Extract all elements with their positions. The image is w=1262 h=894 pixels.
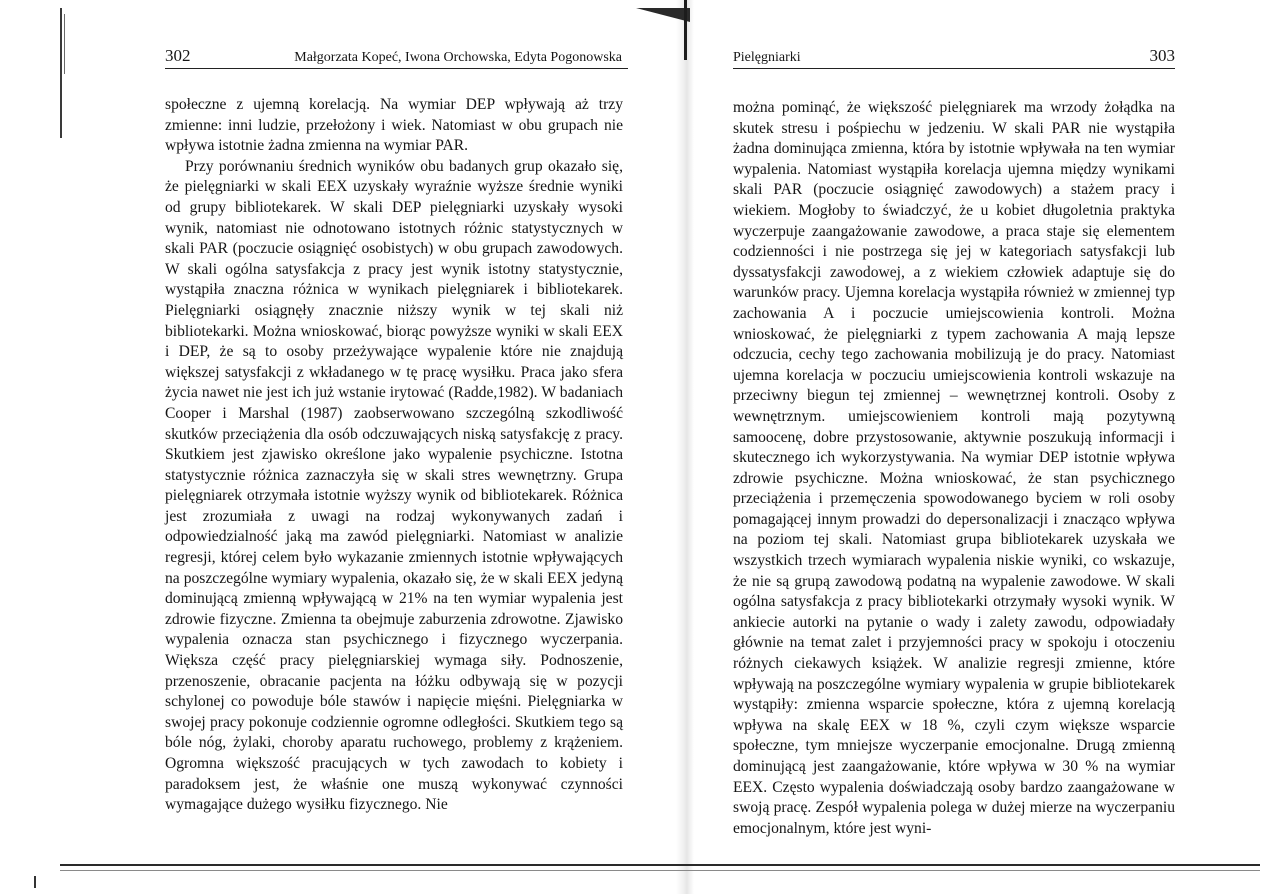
right-running-head: Pielęgniarki — [733, 50, 801, 65]
right-paragraph-1: można pominąć, że większość pielęgniarek ma wrzody żołądka na skutek stresu i pośpiechu w jedzeniu. W skali PAR nie wystąpiła żadna dominująca zmienna, która by istotnie wpływała na ten wymiar wypalenia. Natomiast wystąpiła korelacja ujemna między wynikami skali PAR (poczucie osiągnięć zawodowych) a stażem pracy i wiekiem. Mogłoby to świadczyć, że u kobiet długoletnia praktyka wyczerpuje zaangażowanie zawodowe, a praca staje się elementem codzienności i nie postrzega się jej w kategoriach satysfakcji lub dyssatysfakcji zawodowej, a z wiekiem człowiek adaptuje się do warunków pracy. Ujemna korelacja wystąpiła również w zmiennej typ zachowania A i poczucie umiejscowienia kontroli. Można wnioskować, że pielęgniarki z typem zachowania A mają lepsze odczucia, cechy tego zachowania mobilizują je do pracy. Natomiast ujemna korelacja w poczuciu umiejscowienia kontroli wskazuje na przeciwny biegun tej zmiennej – wewnętrznej kontroli. Osoby z wewnętrznym. umiejscowieniem kontroli mają pozytywną samoocenę, dobre przystosowanie, aktywnie poszukują informacji i skutecznego ich wykorzystywania. Na wymiar DEP istotnie wpływa zdrowie psychiczne. Można wnioskować, że stan psychicznego przeciążenia i przemęczenia spowodowanego byciem w roli osoby pomagającej innym prowadzi do depersonalizacji i znacząco wpływa na poziom tej skali. Natomiast grupa bibliotekarek uzyskała we wszystkich trzech wymiarach wypalenia niskie wyniki, co wskazuje, że nie są grupą zawodową podatną na wypalenie zawodowe. W skali ogólna satysfakcja z pracy bibliotekarki otrzymały wysoki wynik. W ankiecie autorki na pytanie o wady i zalety zawodu, odpowiadały głównie na temat zalet i przyjemności pracy w spokoju i otoczeniu różnych ciekawych książek. W analizie regresji zmienne, które wpływają na poszczególne wymiary wypalenia w grupie bibliotekarek wystąpiły: zmienna wsparcie społeczne, która z ujemną korelacją wpływa na skalę EEX w 18 %, czyli czym większe wsparcie społeczne, tym mniejsze wyczerpanie emocjonalne. Drugą zmienną dominującą jest zaangażowanie, które wpływa w 30 % na wymiar EEX. Często wypalenia doświadczają osoby bardzo zaangażowane w swoją pracę. Zespół wypalenia polega w dużej mierze na wyczerpaniu emocjonalnym, które jest wyni- — [733, 99, 1175, 837]
left-paragraph-1: społeczne z ujemną korelacją. Na wymiar DEP wpływają aż trzy zmienne: inni ludzie, przełożony i wiek. Natomiast w obu grupach nie wpływa istotnie żadna zmienna na wymiar PAR. — [165, 96, 623, 155]
left-running-head: Małgorzata Kopeć, Iwona Orchowska, Edyta Pogonowska — [294, 50, 622, 65]
scan-corner-mark — [34, 876, 36, 888]
right-page-header — [733, 48, 1175, 69]
right-page-body — [733, 98, 1175, 839]
left-page-body — [165, 95, 623, 816]
scan-bottom-edge-shadow — [60, 870, 1260, 871]
right-page — [660, 0, 1262, 894]
left-page-header — [165, 48, 628, 69]
scan-bottom-edge — [60, 864, 1260, 866]
right-page-number: 303 — [1149, 46, 1175, 65]
left-paragraph-2: Przy porównaniu średnich wyników obu badanych grup okazało się, że pielęgniarki w skali EEX uzyskały wyraźnie wyższe średnie wyniki od grupy bibliotekarek. W skali DEP pielęgniarki uzyskały wysoki wynik, natomiast nie odnotowano istotnych różnic statystycznych w skali PAR (poczucie osiągnięć osobistych) w obu grupach zawodowych. W skali ogólna satysfakcja z pracy jest wynik istotny statystycznie, wystąpiła znaczna różnica w wynikach pielęgniarek i bibliotekarek. Pielęgniarki osiągnęły znacznie niższy wynik w tej skali niż bibliotekarki. Można wnioskować, biorąc powyższe wyniki w skali EEX i DEP, że są to osoby przeżywające wypalenie które nie znajdują większej satysfakcji z wkładanego w tę pracę wysiłku. Praca jako sfera życia nawet nie jest ich już wstanie irytować (Radde,1982). W badaniach Cooper i Marshal (1987) zaobserwowano szczególną szkodliwość skutków przeciążenia dla osób odczuwających niską satysfakcję z pracy. Skutkiem jest zjawisko określone jako wypalenie psychiczne. Istotna statystycznie różnica zaznaczyła się w skali stres wewnętrzny. Grupa pielęgniarek otrzymała istotnie wyższy wynik od bibliotekarek. Różnica jest zrozumiała z uwagi na rodzaj wykonywanych zadań i odpowiedzialność jaką ma zawód pielęgniarki. Natomiast w analizie regresji, której celem było wykazanie zmiennych istotnie wpływających na poszczególne wymiary wypalenia, okazało się, że w skali EEX jedyną dominującą zmienną wpływającą w 21% na ten wymiar wypalenia jest zdrowie fizyczne. Zmienna ta obejmuje zaburzenia zdrowotne. Zjawisko wypalenia oznacza stan psychicznego i fizycznego wyczerpania. Większa część pracy pielęgniarskiej wymaga siły. Podnoszenie, przenoszenie, obracanie pacjenta na łóżku odbywają się w pozycji schylonej co powoduje bóle stawów i napięcie mięśni. Pielęgniarka w swojej pracy pokonuje codziennie ogromne odległości. Skutkiem tego są bóle nóg, żylaki, choroby aparatu ruchowego, problemy z krążeniem. Ogromna większość pracujących w tych zawodach to kobiety i paradoksem jest, że właśnie one muszą wykonywać czynności wymagające dużego wysiłku fizycznego. Nie — [165, 157, 623, 814]
left-page-number: 302 — [165, 46, 191, 65]
